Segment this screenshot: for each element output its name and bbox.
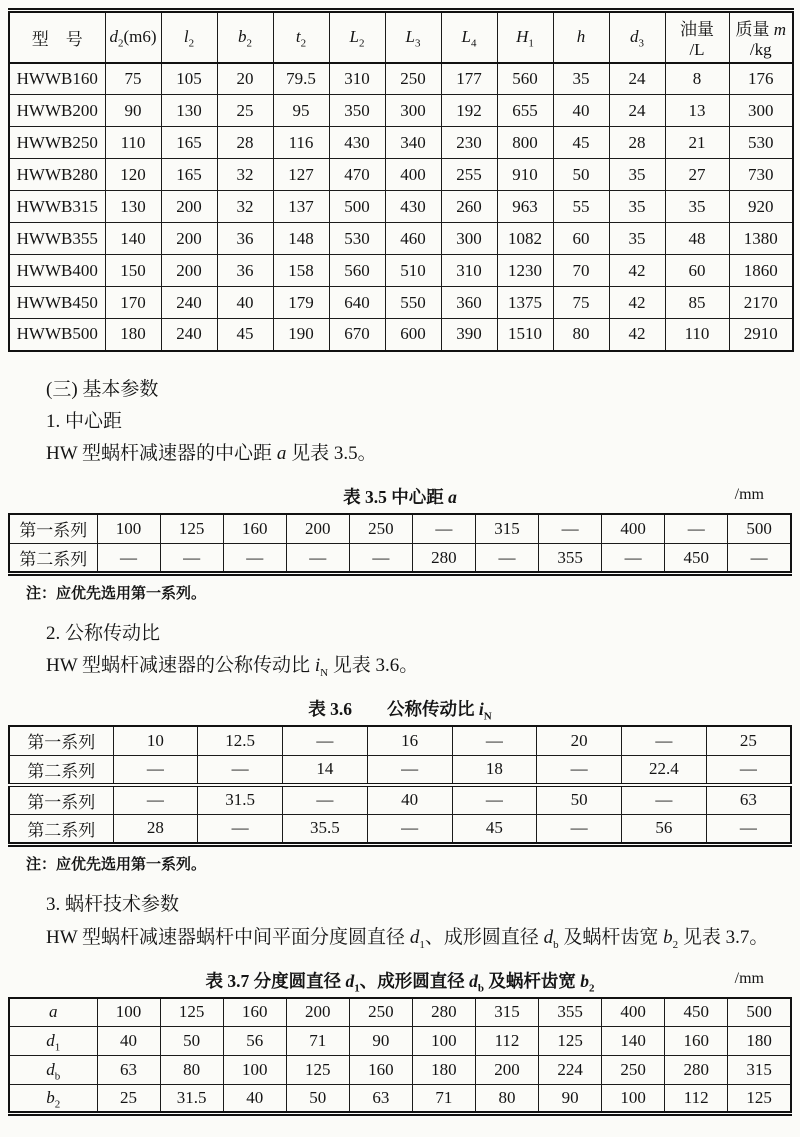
cell: — (349, 544, 412, 574)
cell: 430 (329, 127, 385, 159)
cell: 500 (728, 998, 791, 1027)
item3-title: 3. 蜗杆技术参数 (46, 893, 180, 915)
cell: 160 (223, 514, 286, 544)
cell: 560 (497, 63, 553, 95)
cell: 137 (273, 191, 329, 223)
cell: 116 (273, 127, 329, 159)
cell: 655 (497, 95, 553, 127)
cell: 35.5 (283, 814, 368, 844)
cell: 24 (609, 63, 665, 95)
cell: 127 (273, 159, 329, 191)
row-header: 第二系列 (9, 544, 97, 574)
cell: 36 (217, 223, 273, 255)
cell: 130 (161, 95, 217, 127)
cell: 510 (385, 255, 441, 287)
cell: 20 (217, 63, 273, 95)
cell: 8 (665, 63, 729, 95)
cell: 200 (286, 998, 349, 1027)
cell: 20 (537, 726, 622, 755)
cell: 24 (609, 95, 665, 127)
cell: 56 (622, 814, 707, 844)
cell: 50 (160, 1027, 223, 1056)
row-header: 第二系列 (9, 814, 113, 844)
column-header: $L_3$ (385, 11, 441, 63)
table-row (9, 127, 793, 159)
cell: 160 (349, 1056, 412, 1085)
cell: 63 (349, 1085, 412, 1114)
cell: 355 (539, 998, 602, 1027)
row-header: HWWB200 (9, 95, 105, 127)
cell: 230 (441, 127, 497, 159)
cell: — (665, 514, 728, 544)
cell: 120 (105, 159, 161, 191)
cell: 640 (329, 287, 385, 319)
table-row (9, 223, 793, 255)
cell: 85 (665, 287, 729, 319)
table-row (9, 785, 791, 815)
cell: 500 (728, 514, 791, 544)
table-row (9, 514, 791, 544)
cell: 180 (105, 319, 161, 351)
cell: 350 (329, 95, 385, 127)
cell: 1230 (497, 255, 553, 287)
column-header: $t_2$ (273, 11, 329, 63)
item2-body: HW 型蜗杆减速器的公称传动比 $i_N$ 见表 3.6。 (46, 655, 419, 679)
cell: 80 (553, 319, 609, 351)
cell: 112 (475, 1027, 538, 1056)
cell: — (452, 726, 537, 755)
cell: 200 (286, 514, 349, 544)
cell: 2910 (729, 319, 793, 351)
cell: 90 (349, 1027, 412, 1056)
cell: 31.5 (198, 785, 283, 815)
header-row (9, 11, 793, 63)
cell: 1375 (497, 287, 553, 319)
cell: — (113, 755, 198, 785)
cell: 48 (665, 223, 729, 255)
cell: 963 (497, 191, 553, 223)
cell: 200 (161, 191, 217, 223)
cell: 190 (273, 319, 329, 351)
cell: — (283, 726, 368, 755)
table-row (9, 726, 791, 755)
cell: 110 (665, 319, 729, 351)
row-header: HWWB355 (9, 223, 105, 255)
cell: — (223, 544, 286, 574)
cell: 40 (223, 1085, 286, 1114)
table-row (9, 755, 791, 785)
cell: 25 (97, 1085, 160, 1114)
cell: 920 (729, 191, 793, 223)
table-row (9, 95, 793, 127)
cell: — (367, 814, 452, 844)
cell: 100 (412, 1027, 475, 1056)
cell: — (706, 814, 791, 844)
cell: 600 (385, 319, 441, 351)
table-row (9, 319, 793, 351)
table-row (9, 1085, 791, 1114)
item1-title: 1. 中心距 (46, 410, 123, 432)
cell: 315 (475, 998, 538, 1027)
cell: 200 (161, 255, 217, 287)
cell: 192 (441, 95, 497, 127)
cell: 315 (728, 1056, 791, 1085)
cell: 95 (273, 95, 329, 127)
cell: 50 (286, 1085, 349, 1114)
cell: 32 (217, 191, 273, 223)
cell: 165 (161, 159, 217, 191)
table37-unit: /mm (734, 969, 764, 987)
cell: 1082 (497, 223, 553, 255)
row-header: HWWB500 (9, 319, 105, 351)
cell: 140 (602, 1027, 665, 1056)
cell: 60 (553, 223, 609, 255)
cell: 50 (537, 785, 622, 815)
cell: 79.5 (273, 63, 329, 95)
cell: 200 (161, 223, 217, 255)
cell: — (537, 814, 622, 844)
row-header: $d_1$ (9, 1027, 97, 1056)
cell: — (475, 544, 538, 574)
cell: 240 (161, 319, 217, 351)
cell: 255 (441, 159, 497, 191)
cell: 35 (609, 191, 665, 223)
cell: 42 (609, 287, 665, 319)
cell: — (622, 726, 707, 755)
cell: 28 (113, 814, 198, 844)
cell: 360 (441, 287, 497, 319)
table-row (9, 544, 791, 574)
cell: — (539, 514, 602, 544)
cell: 170 (105, 287, 161, 319)
cell: 180 (728, 1027, 791, 1056)
cell: — (286, 544, 349, 574)
cell: 460 (385, 223, 441, 255)
cell: 80 (160, 1056, 223, 1085)
cell: 55 (553, 191, 609, 223)
cell: 90 (105, 95, 161, 127)
cell: 240 (161, 287, 217, 319)
cell: 28 (609, 127, 665, 159)
cell: 21 (665, 127, 729, 159)
cell: 280 (412, 998, 475, 1027)
cell: 158 (273, 255, 329, 287)
cell: 280 (665, 1056, 728, 1085)
cell: 13 (665, 95, 729, 127)
table-row (9, 998, 791, 1027)
cell: 125 (539, 1027, 602, 1056)
cell: 165 (161, 127, 217, 159)
table35-unit: /mm (734, 485, 764, 503)
cell: — (198, 755, 283, 785)
table35-caption-row (8, 484, 792, 508)
item2-title: 2. 公称传动比 (46, 623, 161, 644)
table36-caption: 表 3.6 公称传动比 $i_N$ (308, 699, 492, 723)
cell: 250 (349, 514, 412, 544)
column-header: $d_2(m6)$ (105, 11, 161, 63)
cell: 42 (609, 319, 665, 351)
item3-body: HW 型蜗杆减速器蜗杆中间平面分度圆直径 $d_1$、成形圆直径 $d_b$ 及蜗杆齿宽 $b_2$ 见表 3.7。 (46, 926, 769, 951)
row-header: a (9, 998, 97, 1027)
column-header: $b_2$ (217, 11, 273, 63)
cell: 112 (665, 1085, 728, 1114)
row-header: HWWB450 (9, 287, 105, 319)
cell: 430 (385, 191, 441, 223)
cell: 160 (665, 1027, 728, 1056)
table-row (9, 159, 793, 191)
table36-note: 注：应优先选用第一系列。 (26, 856, 207, 873)
column-header: $l_2$ (161, 11, 217, 63)
cell: 730 (729, 159, 793, 191)
cell: 1860 (729, 255, 793, 287)
cell: — (97, 544, 160, 574)
cell: 550 (385, 287, 441, 319)
cell: 125 (728, 1085, 791, 1114)
cell: 105 (161, 63, 217, 95)
cell: 530 (329, 223, 385, 255)
cell: 100 (97, 998, 160, 1027)
cell: 14 (283, 755, 368, 785)
cell: 18 (452, 755, 537, 785)
table-row (9, 1056, 791, 1085)
cell: 10 (113, 726, 198, 755)
cell: 32 (217, 159, 273, 191)
cell: 250 (602, 1056, 665, 1085)
table37-caption: 表 3.7 分度圆直径 $d_1$、成形圆直径 $d_b$ 及蜗杆齿宽 $b_2$ (205, 970, 595, 994)
cell: 148 (273, 223, 329, 255)
cell: 110 (105, 127, 161, 159)
cell: 180 (412, 1056, 475, 1085)
cell: 35 (553, 63, 609, 95)
table-row (9, 63, 793, 95)
cell: 176 (729, 63, 793, 95)
cell: 450 (665, 544, 728, 574)
cell: 45 (553, 127, 609, 159)
table36-caption-row (8, 696, 792, 723)
cell: 310 (441, 255, 497, 287)
cell: 12.5 (198, 726, 283, 755)
table-row (9, 814, 791, 844)
cell: 2170 (729, 287, 793, 319)
cell: 42 (609, 255, 665, 287)
row-header: HWWB280 (9, 159, 105, 191)
cell: 250 (349, 998, 412, 1027)
cell: 125 (160, 514, 223, 544)
cell: 560 (329, 255, 385, 287)
cell: 300 (441, 223, 497, 255)
row-header: $d_b$ (9, 1056, 97, 1085)
table35-note: 注：应优先选用第一系列。 (26, 586, 207, 602)
cell: 70 (553, 255, 609, 287)
table-3-5-center-distance (8, 513, 792, 577)
cell: 100 (97, 514, 160, 544)
cell: — (706, 755, 791, 785)
cell: — (283, 785, 368, 815)
cell: 125 (160, 998, 223, 1027)
section-heading: (三) 基本参数 (46, 378, 159, 400)
cell: 470 (329, 159, 385, 191)
cell: — (160, 544, 223, 574)
cell: — (537, 755, 622, 785)
cell: 800 (497, 127, 553, 159)
reducer-dimension-table (8, 8, 794, 352)
cell: 27 (665, 159, 729, 191)
row-header: $b_2$ (9, 1085, 97, 1114)
cell: 45 (217, 319, 273, 351)
cell: 71 (412, 1085, 475, 1114)
cell: 40 (553, 95, 609, 127)
cell: — (728, 544, 791, 574)
table-row (9, 1027, 791, 1056)
item1-body: HW 型蜗杆减速器的中心距 a 见表 3.5。 (46, 442, 377, 464)
row-header: HWWB160 (9, 63, 105, 95)
cell: 179 (273, 287, 329, 319)
cell: — (367, 755, 452, 785)
column-header: $d_3$ (609, 11, 665, 63)
cell: 530 (729, 127, 793, 159)
cell: 670 (329, 319, 385, 351)
table37-caption-row (8, 968, 792, 992)
row-header: HWWB400 (9, 255, 105, 287)
table-row (9, 255, 793, 287)
cell: 35 (665, 191, 729, 223)
cell: — (622, 785, 707, 815)
column-header: $H_1$ (497, 11, 553, 63)
cell: 63 (97, 1056, 160, 1085)
cell: 125 (286, 1056, 349, 1085)
row-header: 第一系列 (9, 785, 113, 815)
cell: 25 (706, 726, 791, 755)
cell: 400 (385, 159, 441, 191)
row-header: 第一系列 (9, 726, 113, 755)
cell: 16 (367, 726, 452, 755)
table35-caption: 表 3.5 中心距 a (343, 486, 457, 507)
cell: 315 (475, 514, 538, 544)
cell: 40 (217, 287, 273, 319)
cell: 140 (105, 223, 161, 255)
cell: 500 (329, 191, 385, 223)
row-header: 第二系列 (9, 755, 113, 785)
table-row (9, 191, 793, 223)
cell: — (113, 785, 198, 815)
column-header: h (553, 11, 609, 63)
cell: 100 (602, 1085, 665, 1114)
cell: 390 (441, 319, 497, 351)
cell: — (602, 544, 665, 574)
cell: 910 (497, 159, 553, 191)
cell: 40 (97, 1027, 160, 1056)
cell: 400 (602, 998, 665, 1027)
cell: 400 (602, 514, 665, 544)
cell: 28 (217, 127, 273, 159)
cell: 40 (367, 785, 452, 815)
cell: 56 (223, 1027, 286, 1056)
cell: 177 (441, 63, 497, 95)
cell: 1380 (729, 223, 793, 255)
cell: 75 (105, 63, 161, 95)
table-3-7-worm-parameters (8, 997, 792, 1117)
cell: 63 (706, 785, 791, 815)
cell: 250 (385, 63, 441, 95)
cell: 35 (609, 159, 665, 191)
column-header: 型 号 (9, 11, 105, 63)
column-header: 油量 /L (665, 11, 729, 63)
cell: 22.4 (622, 755, 707, 785)
cell: 224 (539, 1056, 602, 1085)
column-header: $L_4$ (441, 11, 497, 63)
cell: 160 (223, 998, 286, 1027)
cell: 80 (475, 1085, 538, 1114)
cell: 300 (729, 95, 793, 127)
cell: 60 (665, 255, 729, 287)
cell: 25 (217, 95, 273, 127)
table-row (9, 287, 793, 319)
cell: — (412, 514, 475, 544)
cell: 31.5 (160, 1085, 223, 1114)
cell: 310 (329, 63, 385, 95)
cell: — (452, 785, 537, 815)
cell: 71 (286, 1027, 349, 1056)
row-header: HWWB250 (9, 127, 105, 159)
row-header: HWWB315 (9, 191, 105, 223)
cell: 260 (441, 191, 497, 223)
cell: 50 (553, 159, 609, 191)
cell: 100 (223, 1056, 286, 1085)
row-header: 第一系列 (9, 514, 97, 544)
cell: 90 (539, 1085, 602, 1114)
column-header: 质量 m /kg (729, 11, 793, 63)
cell: 200 (475, 1056, 538, 1085)
cell: 1510 (497, 319, 553, 351)
cell: 45 (452, 814, 537, 844)
table-3-6-transmission-ratio (8, 725, 792, 847)
cell: 36 (217, 255, 273, 287)
cell: 130 (105, 191, 161, 223)
cell: 280 (412, 544, 475, 574)
cell: — (198, 814, 283, 844)
cell: 75 (553, 287, 609, 319)
cell: 150 (105, 255, 161, 287)
cell: 35 (609, 223, 665, 255)
cell: 300 (385, 95, 441, 127)
cell: 355 (539, 544, 602, 574)
column-header: $L_2$ (329, 11, 385, 63)
cell: 340 (385, 127, 441, 159)
cell: 450 (665, 998, 728, 1027)
